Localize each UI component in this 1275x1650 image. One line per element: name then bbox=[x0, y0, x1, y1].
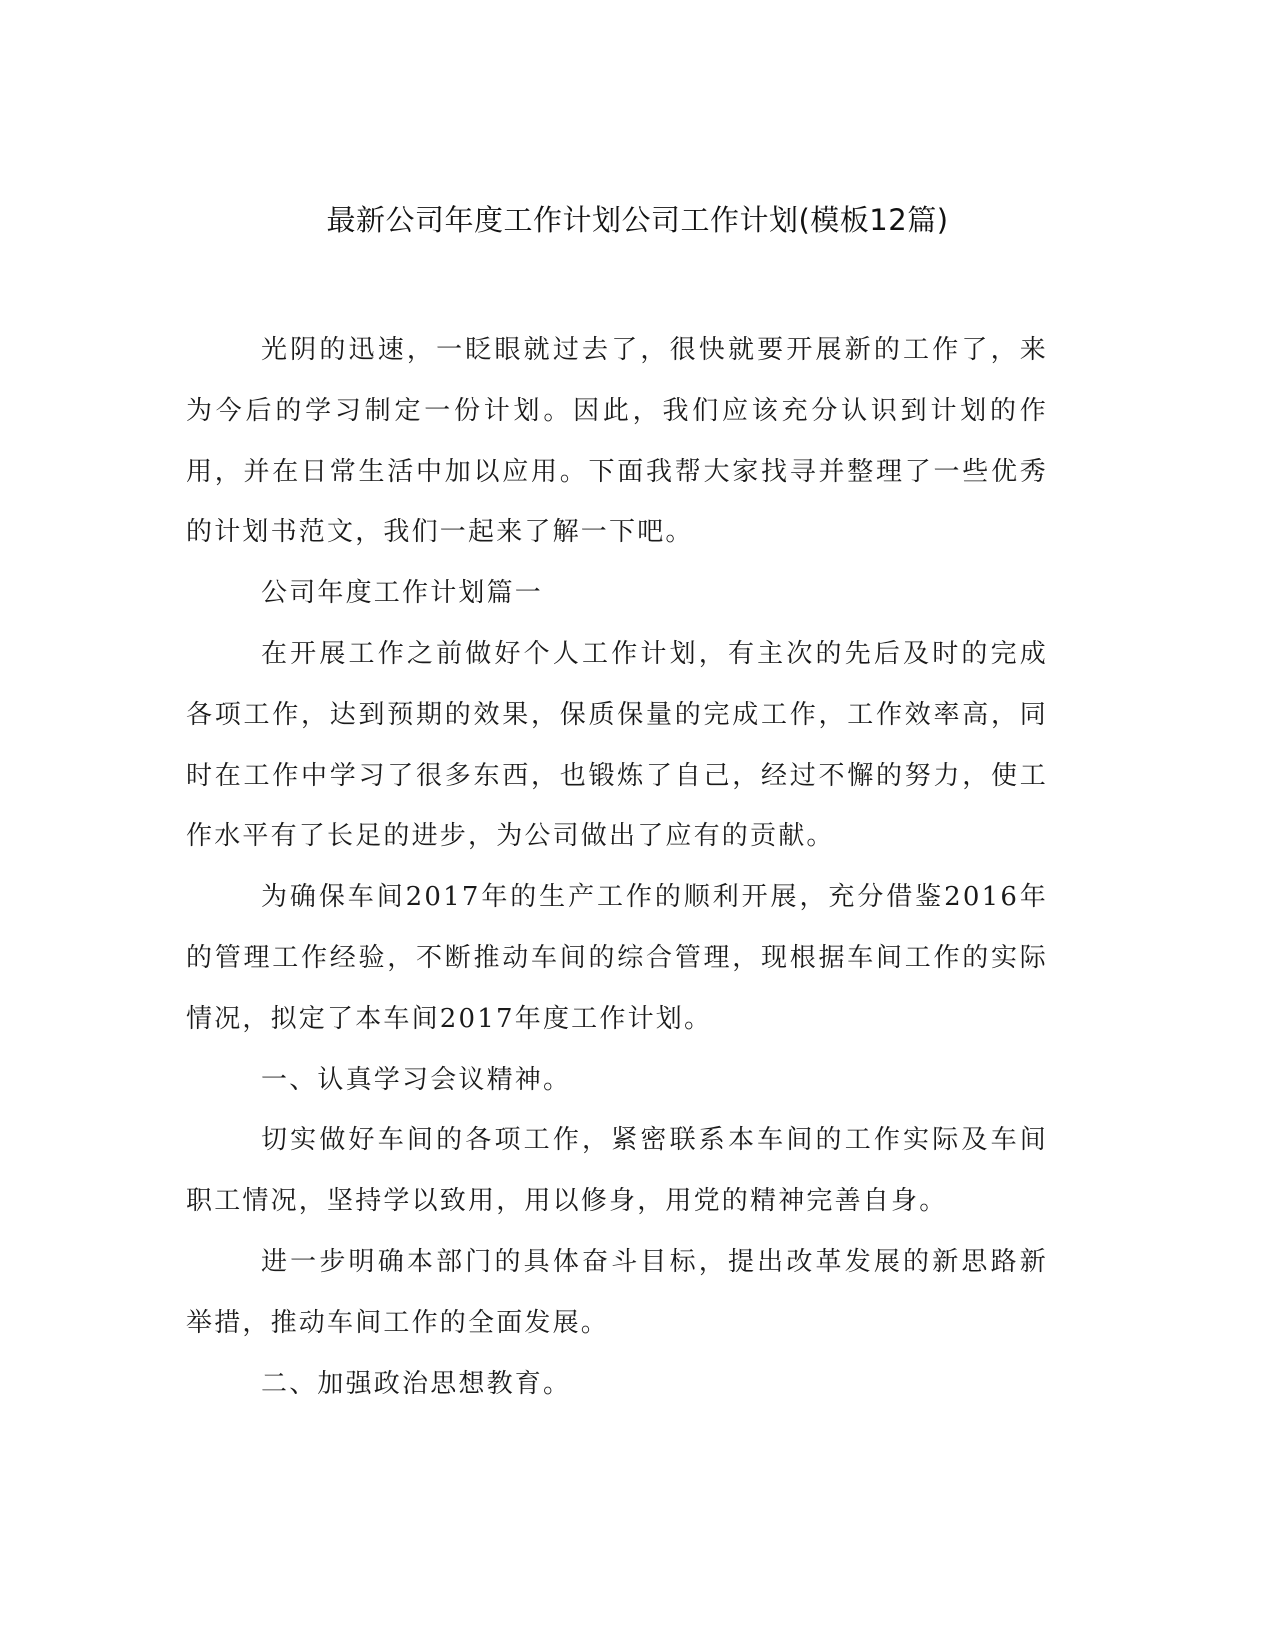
section-heading-1: 公司年度工作计划篇一 bbox=[261, 578, 544, 609]
list-heading-1: 一、认真学习会议精神。 bbox=[261, 1064, 572, 1095]
paragraph-work-plan: 在开展工作之前做好个人工作计划，有主次的先后及时的完成各项工作，达到预期的效果，保质保量的完成工作，工作效率高，同时在工作中学习了很多东西，也锻炼了自己，经过不懈的努力，使工作水平有了长足的进步，为公司做出了应有的贡献。 bbox=[186, 638, 1048, 852]
document-body bbox=[186, 320, 1048, 1414]
paragraph-goals: 进一步明确本部门的具体奋斗目标，提出改革发展的新思路新举措，推动车间工作的全面发展。 bbox=[186, 1246, 1048, 1338]
paragraph-workshop-2017: 为确保车间2017年的生产工作的顺利开展，充分借鉴2016年的管理工作经验，不断推动车间的综合管理，现根据车间工作的实际情况，拟定了本车间2017年度工作计划。 bbox=[186, 882, 1048, 1034]
list-heading-2: 二、加强政治思想教育。 bbox=[261, 1368, 572, 1399]
paragraph-intro: 光阴的迅速，一眨眼就过去了，很快就要开展新的工作了，来为今后的学习制定一份计划。因此，我们应该充分认识到计划的作用，并在日常生活中加以应用。下面我帮大家找寻并整理了一些优秀的计划书范文，我们一起来了解一下吧。 bbox=[186, 335, 1048, 548]
document-title: 最新公司年度工作计划公司工作计划(模板12篇) bbox=[326, 203, 949, 237]
paragraph-workshop-tasks: 切实做好车间的各项工作，紧密联系本车间的工作实际及车间职工情况，坚持学以致用，用以修身，用党的精神完善自身。 bbox=[186, 1125, 1048, 1217]
